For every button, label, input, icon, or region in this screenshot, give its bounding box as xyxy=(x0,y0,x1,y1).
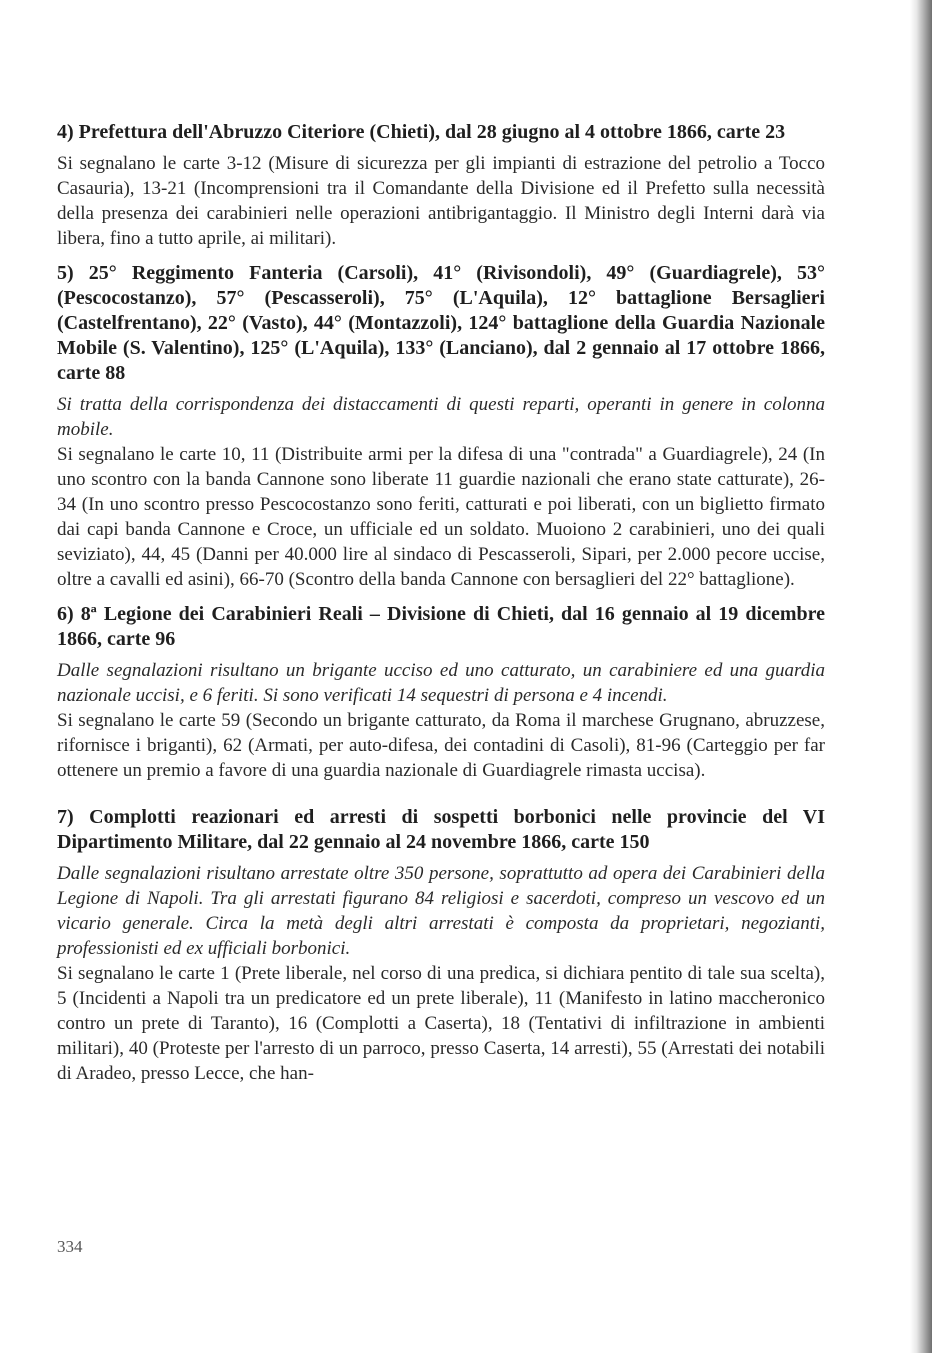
document-page xyxy=(57,120,825,1086)
book-gutter-shadow xyxy=(910,0,932,1353)
entry-body: Si segnalano le carte 3-12 (Misure di sicurezza per gli impianti di estrazione del petrolio a Tocco Casauria), 13-21 (Incomprensioni tra il Comandante della Divisione ed il Prefetto sulla necessità della presenza dei carabinieri nelle operazioni antibrigantaggio. Il Ministro degli Interni darà via libera, fino a tutto aprile, ai militari). xyxy=(57,153,825,249)
page-number: 334 xyxy=(57,1237,83,1256)
entry-summary: Dalle segnalazioni risultano un brigante ucciso ed uno catturato, un carabiniere ed una guardia nazionale uccisi, e 6 feriti. Si sono verificati 14 sequestri di persona e 4 incendi. xyxy=(57,660,825,706)
entry-heading: 6) 8ª Legione dei Carabinieri Reali – Divisione di Chieti, dal 16 gennaio al 19 dicembre 1866, carte 96 xyxy=(57,603,825,650)
entry-heading: 7) Complotti reazionari ed arresti di sospetti borbonici nelle provincie del VI Dipartimento Militare, dal 22 gennaio al 24 novembre 1866, carte 150 xyxy=(57,806,825,853)
entry-body: Si segnalano le carte 59 (Secondo un brigante catturato, da Roma il marchese Grugnano, abruzzese, rifornisce i briganti), 62 (Armati, per auto-difesa, dei contadini di Casoli), 81-96 (Carteggio per far ottenere un premio a favore di una guardia nazionale di Guardiagrele rimasta uccisa). xyxy=(57,710,825,781)
entry-heading: 4) Prefettura dell'Abruzzo Citeriore (Chieti), dal 28 giugno al 4 ottobre 1866, carte 23 xyxy=(57,121,786,143)
entry-body: Si segnalano le carte 10, 11 (Distribuite armi per la difesa di una "contrada" a Guardiagrele), 24 (In uno scontro con la banda Cannone sono liberate 11 guardie nazionali che erano state catturate), 26-34 (In uno scontro presso Pescocostanzo sono feriti, catturati e poi liberati, con un biglietto firmato dai capi banda Cannone e Croce, un ufficiale ed un soldato. Muoiono 2 carabinieri, uno dei quali seviziato), 44, 45 (Danni per 40.000 lire al sindaco di Pescasseroli, Sipari, per 2.000 pecore uccise, oltre a cavalli ed asini), 66-70 (Scontro della banda Cannone con bersaglieri del 22° battaglione). xyxy=(57,444,825,590)
entry-summary: Dalle segnalazioni risultano arrestate oltre 350 persone, soprattutto ad opera dei Carabinieri della Legione di Napoli. Tra gli arrestati figurano 84 religiosi e sacerdoti, compreso un vescovo ed un vicario generale. Circa la metà degli altri arrestati è composta da proprietari, negozianti, professionisti ed ex ufficiali borbonici. xyxy=(57,863,825,959)
entry-4 xyxy=(57,120,825,251)
entry-summary: Si tratta della corrispondenza dei distaccamenti di questi reparti, operanti in genere in colonna mobile. xyxy=(57,394,825,440)
entry-heading: 5) 25° Reggimento Fanteria (Carsoli), 41° (Rivisondoli), 49° (Guardiagrele), 53° (Pescocostanzo), 57° (Pescasseroli), 75° (L'Aquila), 12° battaglione Bersaglieri (Castelfrentano), 22° (Vasto), 44° (Montazzoli), 124° battaglione della Guardia Nazionale Mobile (S. Valentino), 125° (L'Aquila), 133° (Lanciano), dal 2 gennaio al 17 ottobre 1866, carte 88 xyxy=(57,262,825,384)
entry-6 xyxy=(57,602,825,783)
entry-5 xyxy=(57,261,825,592)
entry-7 xyxy=(57,805,825,1086)
entry-body: Si segnalano le carte 1 (Prete liberale, nel corso di una predica, si dichiara pentito di tale sua scelta), 5 (Incidenti a Napoli tra un predicatore ed un prete liberale), 11 (Manifesto in latino maccheronico contro un prete di Taranto), 16 (Complotti a Caserta), 18 (Tentativi di infiltrazione in ambienti militari), 40 (Proteste per l'arresto di un parroco, presso Caserta, 14 arresti), 55 (Arrestati dei notabili di Aradeo, presso Lecce, che han- xyxy=(57,963,825,1084)
